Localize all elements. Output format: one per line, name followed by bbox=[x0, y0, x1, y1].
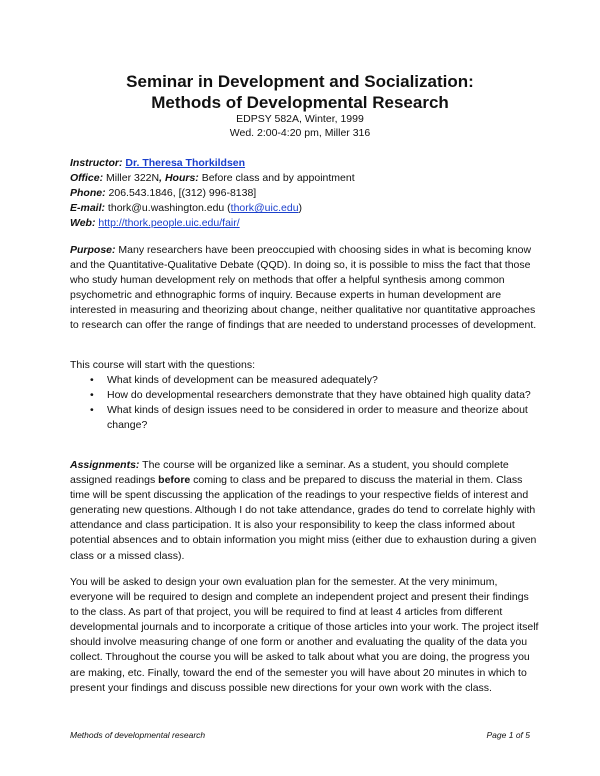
instructor-line bbox=[70, 157, 245, 170]
office-line bbox=[70, 172, 355, 185]
questions-list bbox=[70, 373, 540, 433]
bullet-icon: • bbox=[90, 389, 94, 402]
purpose-paragraph bbox=[70, 243, 540, 334]
purpose-text: Many researchers have been preoccupied with choosing sides in what is becoming know and the Quantitative-Qualitative Debate (QQD). In doing so, it is possible to miss the fact that those who study human development rely on methods that offer a helpful synthesis among common psychometric and ethnographic forms of inquiry. Because experts in human development are interested in measuring and theorizing about change, neither qualitative nor quantitative approaches to research can offer the range of findings that are needed to understand processes of development. bbox=[70, 244, 537, 332]
course-code: EDPSY 582A, Winter, 1999 bbox=[236, 113, 364, 125]
assignments-bold-word: before bbox=[158, 474, 191, 487]
phone-line bbox=[70, 187, 256, 200]
questions-intro: This course will start with the questions: bbox=[70, 359, 255, 371]
bullet-icon: • bbox=[90, 374, 94, 386]
question-text: What kinds of design issues need to be considered in order to measure and theorize about change? bbox=[107, 404, 528, 432]
document-title-line-1: Seminar in Development and Socialization: bbox=[126, 72, 474, 91]
footer-title: Methods of developmental research bbox=[70, 730, 206, 740]
web-label: Web: bbox=[70, 217, 96, 229]
hours-label: , Hours: bbox=[159, 172, 199, 184]
assignments-label: Assignments: bbox=[70, 459, 140, 471]
phone-label: Phone: bbox=[70, 187, 106, 199]
office-label: Office: bbox=[70, 172, 104, 184]
instructor-label: Instructor: bbox=[70, 157, 123, 169]
evaluation-paragraph: You will be asked to design your own evaluation plan for the semester. At the very minimum, everyone will be required to design and complete an independent project and present their findings to the class. As part of that project, you will be required to find at least 4 articles from different developmental journals and to incorporate a critique of those articles into your work. The project itself should involve measuring change of one form or another and evaluating the quality of the data you collect. Throughout the course you will be asked to talk about what you are doing, the progress you are making, etc. Finally, toward the end of the semester you will have about 20 minutes in which to present your findings and discuss possible new directions for your own work with the class. bbox=[70, 576, 539, 694]
footer-page-number: Page 1 of 5 bbox=[486, 730, 530, 740]
assignments-text-b: coming to class and be prepared to discuss the material in them. Class time will be spent discussing the application of the readings to your respective fields of interest and generating new questions. Although I do not take attendance, grades do tend to correlate highly with attendance and class participation. It is also your responsibility to keep the class informed about potential absences and to obtain information you might miss (either due to exhaustion during a given class or a missed class). bbox=[70, 474, 537, 562]
email-link[interactable]: thork@uic.edu bbox=[230, 202, 299, 214]
hours-value: Before class and by appointment bbox=[198, 172, 355, 184]
bullet-icon: • bbox=[90, 404, 94, 417]
email-label: E-mail: bbox=[70, 202, 106, 214]
instructor-name-link[interactable]: Dr. Theresa Thorkildsen bbox=[125, 157, 246, 169]
question-text: What kinds of development can be measured adequately? bbox=[107, 374, 378, 386]
list-item bbox=[70, 403, 540, 433]
list-item bbox=[70, 388, 540, 403]
purpose-label: Purpose: bbox=[70, 244, 116, 256]
email-close: ) bbox=[298, 202, 303, 214]
web-link[interactable]: http://thork.people.uic.edu/fair/ bbox=[98, 217, 240, 229]
meeting-time: Wed. 2:00-4:20 pm, Miller 316 bbox=[229, 127, 371, 139]
list-item bbox=[70, 373, 540, 388]
question-text: How do developmental researchers demonstrate that they have obtained high quality data? bbox=[107, 389, 531, 402]
assignments-text-a: The course will be organized like a seminar. As a student, you should complete assigned readings bbox=[70, 459, 509, 487]
office-value: Miller 322N bbox=[103, 172, 160, 184]
web-line bbox=[70, 217, 240, 230]
email-line bbox=[70, 202, 302, 215]
phone-value: 206.543.1846, [(312) 996-8138] bbox=[105, 187, 257, 199]
document-title-line-2: Methods of Developmental Research bbox=[151, 93, 449, 112]
assignments-paragraph bbox=[70, 458, 540, 564]
email-value: thork@u.washington.edu ( bbox=[105, 202, 231, 214]
